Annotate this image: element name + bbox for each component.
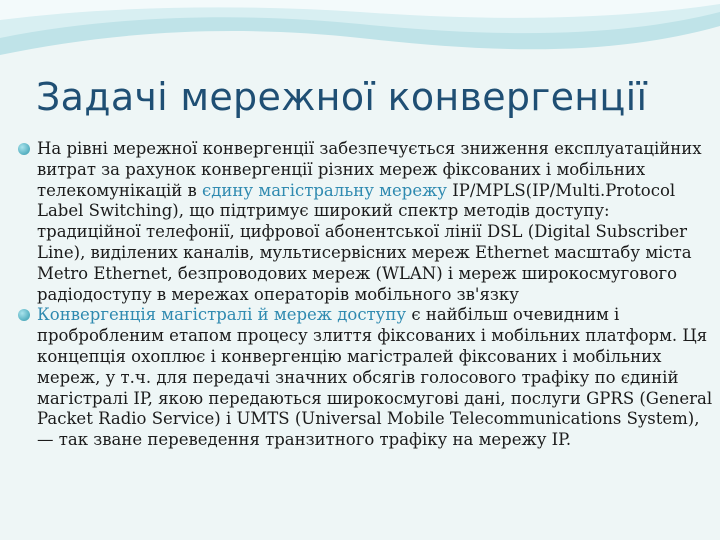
slide-title: Задачі мережної конвергенції <box>36 75 648 119</box>
slide-body <box>18 139 714 451</box>
bullet-text: є найбільш очевидним і пробробленим етапом процесу злиття фіксованих і мобільних платформ. Ця концепція охоплює і конвергенцію магістралей фіксованих і мобільних мереж, у т.ч. для передачі значних обсягів голосового трафіку по єдиній магістралі IP, якою передаються широкосмугові дані, послуги GPRS (General Packet Radio Service) і UMTS (Universal Mobile Telecommunications System), — так зване переведення транзитного трафіку на мережу IP. <box>37 305 713 450</box>
bullet-item <box>18 139 714 305</box>
bullet-icon <box>18 143 30 155</box>
bullet-text: IP/MPLS(IP/Multi.Protocol Label Switching), що підтримує широкий спектр методів доступу: традиційної телефонії, цифрової абонентської лінії DSL (Digital Subscriber Line), виділених каналів, мультисервісних мереж Ethernet масштабу міста Metro Ethernet, безпроводових мереж (WLAN) і мереж широкосмугового радіодоступу в мережах операторів мобільного зв'язку <box>37 180 692 304</box>
bullet-item <box>18 305 714 451</box>
bullet-link-text: Конвергенція магістралі й мереж доступу <box>37 305 407 325</box>
bullet-text: На рівні мережної конвергенції забезпечується зниження експлуатаційних витрат за рахунок конвергенції різних мереж фіксованих і мобільних телекомунікацій в <box>37 139 702 200</box>
bullet-link-text: єдину магістральну мережу <box>202 180 447 200</box>
bullet-icon <box>18 309 30 321</box>
